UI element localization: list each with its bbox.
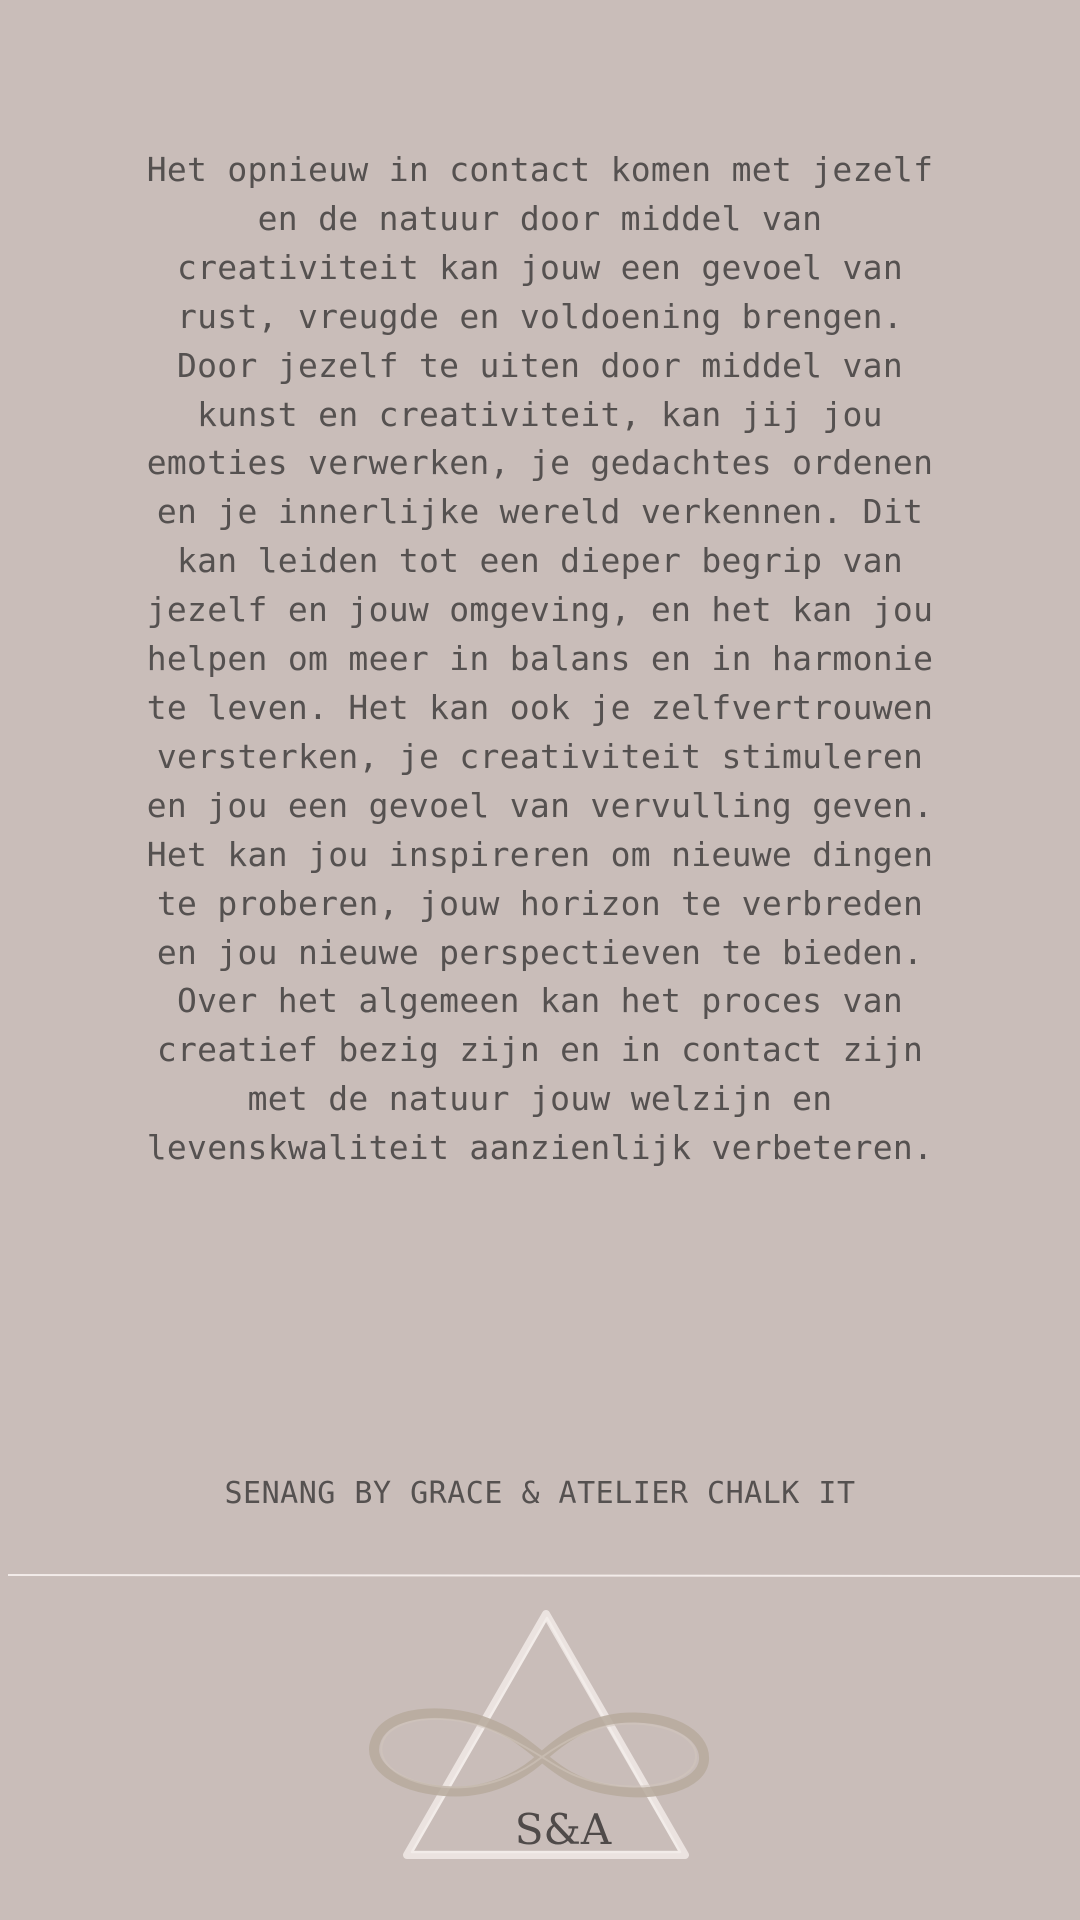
brand-tagline: SENANG BY GRACE & ATELIER CHALK IT [224,1476,856,1511]
brand-logo [360,1600,720,1870]
logo-initials: S&A [514,1805,612,1854]
divider-line [8,1574,1080,1577]
infinity-icon [374,1713,704,1792]
body-paragraph: Het opnieuw in contact komen met jezelf en de natuur door middel van creativiteit kan jouw een gevoel van rust, vreugde en voldoening brengen. Door jezelf te uiten door middel van kunst en creativiteit, kan jij jou emoties verwerken, je gedachtes ordenen en je innerlijke wereld verkennen. Dit kan leiden tot een dieper begrip van jezelf en jouw omgeving, en het kan jou helpen om meer in balans en in harmonie te leven. Het kan ook je zelfvertrouwen versterken, je creativiteit stimuleren en jou een gevoel van vervulling geven. Het kan jou inspireren om nieuwe dingen te proberen, jouw horizon te verbreden en jou nieuwe perspectieven te bieden. Over het algemeen kan het proces van creatief bezig zijn en in contact zijn met de natuur jouw welzijn en levenskwaliteit aanzienlijk verbeteren. [146,150,934,1168]
